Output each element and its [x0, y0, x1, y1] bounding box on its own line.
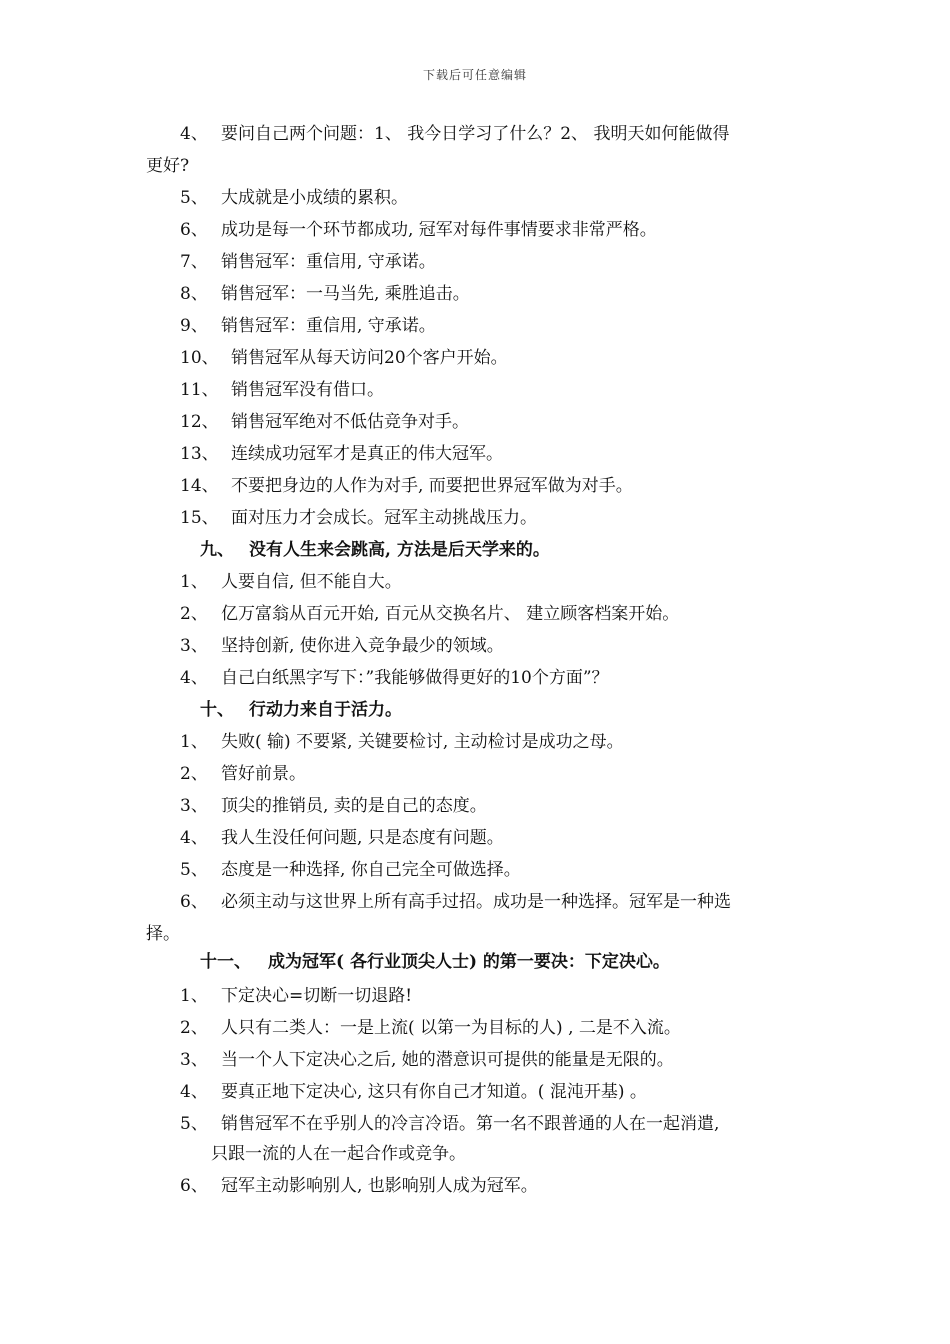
item-number: 4、 [180, 828, 208, 848]
item-text: 行动力来自于活力。 [249, 700, 402, 720]
item-number: 3、 [180, 1050, 208, 1070]
item-number: 十一、 [200, 952, 251, 972]
item-number: 15、 [180, 508, 219, 528]
item-text: 成功是每一个环节都成功, 冠军对每件事情要求非常严格。 [221, 220, 657, 240]
item-number: 4、 [180, 124, 208, 144]
item-text: 销售冠军不在乎别人的冷言冷语。第一名不跟普通的人在一起消遣, [221, 1114, 720, 1134]
item-number: 1、 [180, 732, 208, 752]
item-number: 3、 [180, 796, 208, 816]
item-number: 十、 [200, 700, 234, 720]
item-number: 九、 [200, 540, 234, 560]
item-text: 大成就是小成绩的累积。 [221, 188, 408, 208]
item-number: 10、 [180, 348, 219, 368]
item-text: 亿万富翁从百元开始, 百元从交换名片、 建立顾客档案开始。 [221, 604, 680, 624]
item-number: 5、 [180, 188, 208, 208]
item-text: 成为冠军( 各行业顶尖人士) 的第一要决：下定决心。 [268, 952, 670, 972]
item-text: 当一个人下定决心之后, 她的潜意识可提供的能量是无限的。 [221, 1050, 674, 1070]
item-number: 4、 [180, 668, 208, 688]
item-number: 7、 [180, 252, 208, 272]
continuation-text: 只跟一流的人在一起合作或竞争。 [211, 1144, 466, 1164]
item-text: 管好前景。 [221, 764, 306, 784]
item-number: 12、 [180, 412, 219, 432]
item-number: 1、 [180, 986, 208, 1006]
item-number: 3、 [180, 636, 208, 656]
item-text: 人要自信, 但不能自大。 [221, 572, 402, 592]
continuation-text: 更好? [146, 156, 190, 176]
item-text: 态度是一种选择, 你自己完全可做选择。 [221, 860, 521, 880]
page-header: 下载后可任意编辑 [422, 68, 527, 82]
item-number: 1、 [180, 572, 208, 592]
item-text: 销售冠军没有借口。 [231, 380, 384, 400]
item-text: 销售冠军：重信用, 守承诺。 [221, 316, 436, 336]
item-number: 6、 [180, 1176, 208, 1196]
item-text: 销售冠军绝对不低估竞争对手。 [231, 412, 469, 432]
item-text: 不要把身边的人作为对手, 而要把世界冠军做为对手。 [231, 476, 633, 496]
item-text: 销售冠军：一马当先, 乘胜追击。 [221, 284, 470, 304]
item-text: 销售冠军：重信用, 守承诺。 [221, 252, 436, 272]
item-number: 6、 [180, 892, 208, 912]
item-text: 要真正地下定决心, 这只有你自己才知道。( 混沌开基) 。 [221, 1082, 647, 1102]
item-number: 2、 [180, 604, 208, 624]
item-text: 冠军主动影响别人, 也影响别人成为冠军。 [221, 1176, 538, 1196]
item-number: 14、 [180, 476, 219, 496]
item-number: 6、 [180, 220, 208, 240]
item-number: 5、 [180, 860, 208, 880]
item-text: 没有人生来会跳高, 方法是后天学来的。 [249, 540, 550, 560]
item-text: 我人生没任何问题, 只是态度有问题。 [221, 828, 504, 848]
item-text: 自己白纸黑字写下：”我能够做得更好的10个方面”？ [221, 668, 609, 688]
item-text: 连续成功冠军才是真正的伟大冠军。 [231, 444, 503, 464]
item-text: 下定决心=切断一切退路! [221, 986, 413, 1006]
item-text: 失败( 输) 不要紧, 关键要检讨, 主动检讨是成功之母。 [221, 732, 624, 752]
item-text: 坚持创新, 使你进入竞争最少的领域。 [221, 636, 504, 656]
item-text: 人只有二类人：一是上流( 以第一为目标的人) , 二是不入流。 [221, 1018, 681, 1038]
item-number: 5、 [180, 1114, 208, 1134]
item-text: 必须主动与这世界上所有高手过招。成功是一种选择。冠军是一种选 [221, 892, 731, 912]
item-text: 要问自己两个问题：1、 我今日学习了什么？2、 我明天如何能做得 [221, 124, 730, 144]
item-number: 13、 [180, 444, 219, 464]
item-number: 8、 [180, 284, 208, 304]
item-number: 2、 [180, 764, 208, 784]
item-text: 销售冠军从每天访问20个客户开始。 [231, 348, 508, 368]
item-text: 顶尖的推销员, 卖的是自己的态度。 [221, 796, 487, 816]
continuation-text: 择。 [146, 924, 180, 944]
item-number: 2、 [180, 1018, 208, 1038]
item-text: 面对压力才会成长。冠军主动挑战压力。 [231, 508, 537, 528]
item-number: 4、 [180, 1082, 208, 1102]
item-number: 9、 [180, 316, 208, 336]
item-number: 11、 [180, 380, 219, 400]
